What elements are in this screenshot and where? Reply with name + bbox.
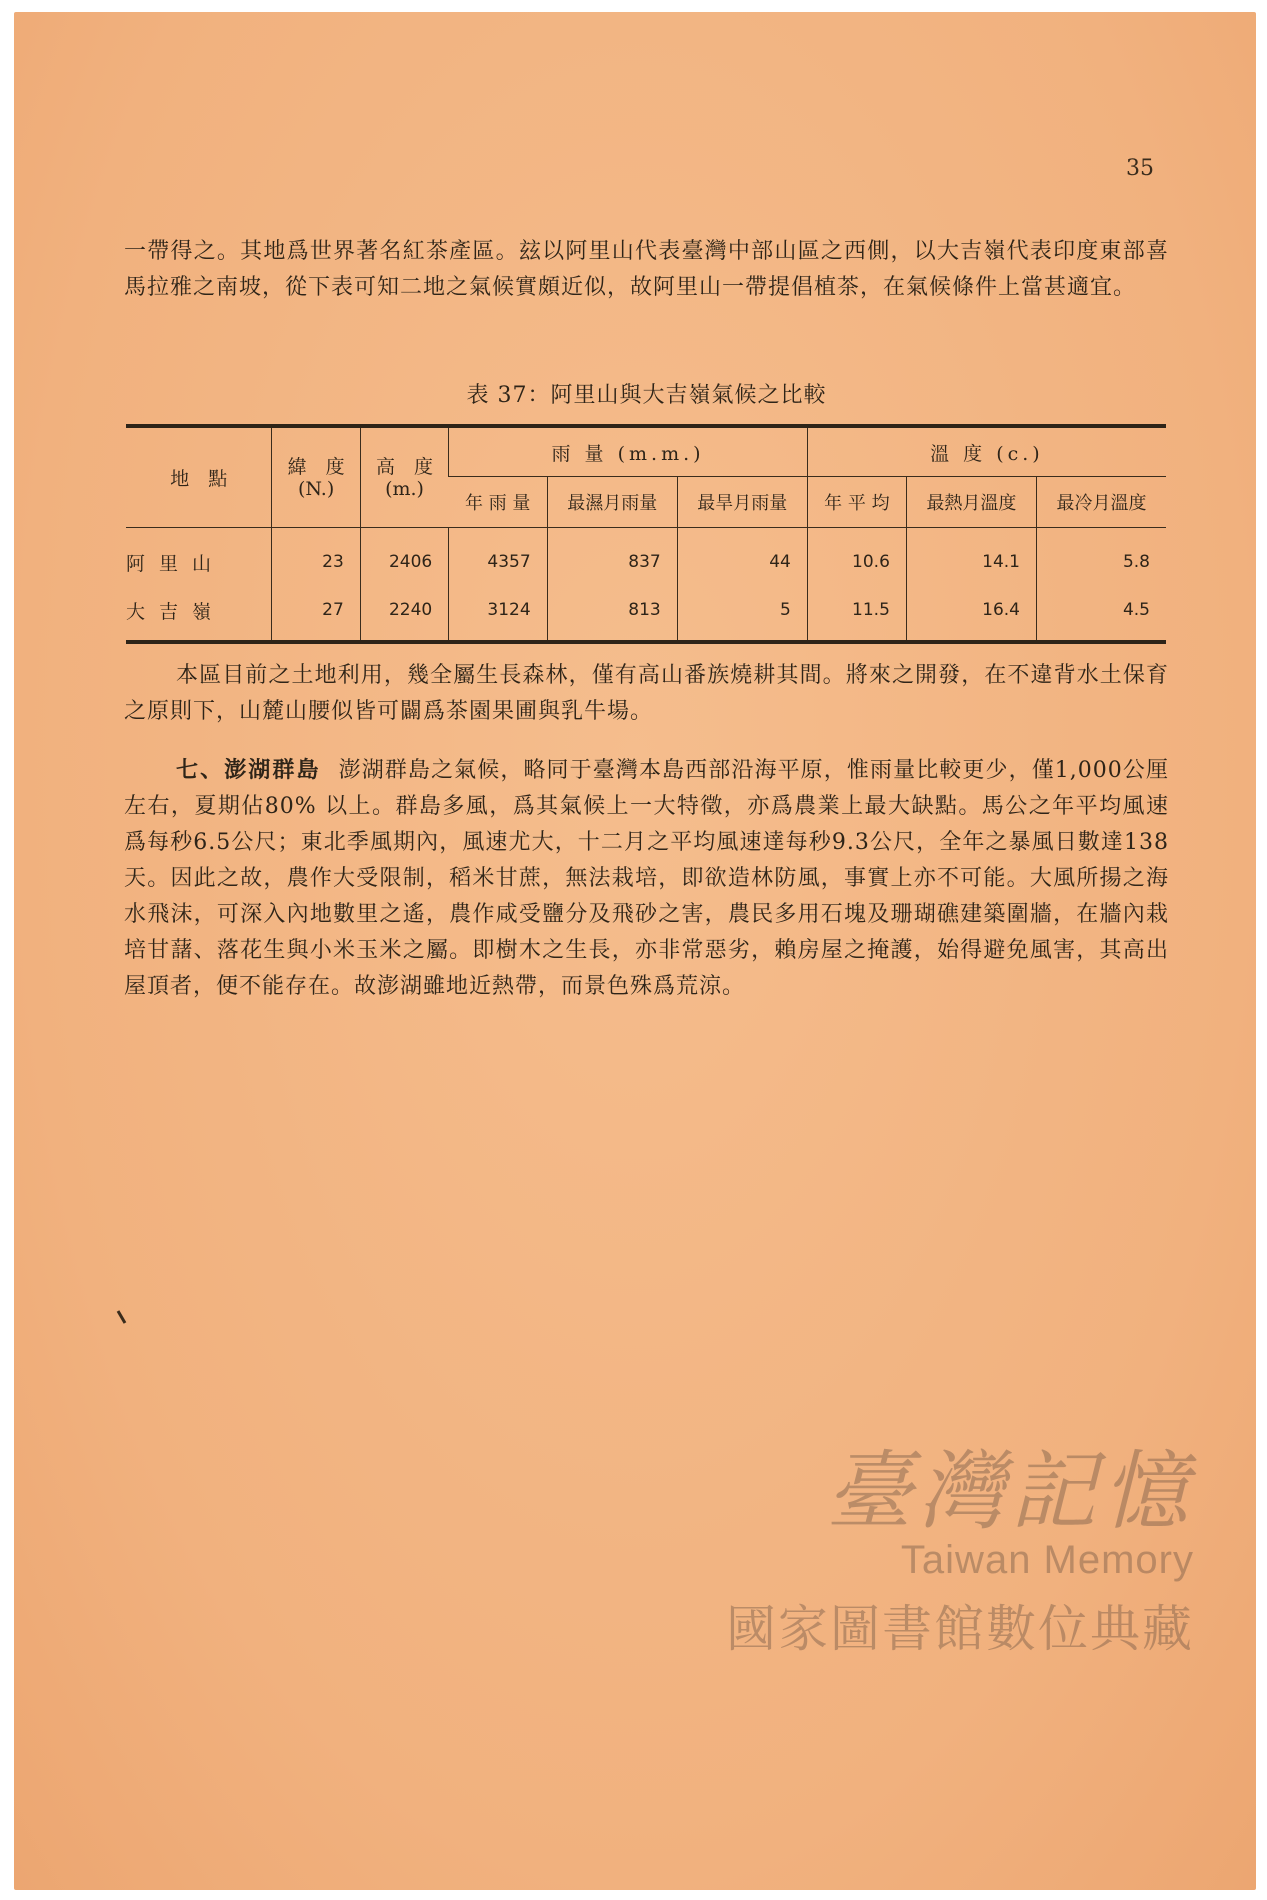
cell-annual-temp: 10.6 <box>807 528 906 587</box>
land-use-paragraph: 本區目前之土地利用，幾全屬生長森林，僅有高山番族燒耕其間。將來之開發，在不違背水土保育之原則下，山麓山腰似皆可闢爲茶園果圃與乳牛場。 <box>124 663 1169 724</box>
library-watermark <box>574 1442 1194 1762</box>
header-hottest-month: 最熱月溫度 <box>906 477 1036 528</box>
cell-annual-temp: 11.5 <box>807 586 906 642</box>
cell-annual-rain: 4357 <box>449 528 547 587</box>
header-annual-rain: 年 雨 量 <box>449 477 547 528</box>
cell-wettest-month: 813 <box>547 586 677 642</box>
cell-annual-rain: 3124 <box>449 586 547 642</box>
climate-comparison-table <box>126 424 1166 644</box>
table-row <box>126 528 1166 587</box>
header-coldest-month: 最冷月溫度 <box>1036 477 1166 528</box>
section-title: 七、澎湖群島 <box>176 757 321 783</box>
header-latitude <box>272 426 360 528</box>
watermark-cjk-title: 臺灣記憶 <box>826 1442 1194 1542</box>
header-altitude <box>360 426 448 528</box>
header-driest-month: 最旱月雨量 <box>677 477 807 528</box>
header-latitude-unit: (N.) <box>297 477 335 500</box>
cell-driest-month: 5 <box>677 586 807 642</box>
penghu-paragraph <box>124 752 1169 1005</box>
cell-altitude: 2240 <box>360 586 448 642</box>
cell-latitude: 23 <box>272 528 360 587</box>
cell-location: 阿里山 <box>126 552 226 575</box>
cell-latitude: 27 <box>272 586 360 642</box>
cell-wettest-month: 837 <box>547 528 677 587</box>
header-location: 地 點 <box>126 426 272 528</box>
cell-hottest-month: 16.4 <box>906 586 1036 642</box>
header-temperature-group: 溫 度 (c.) <box>807 426 1166 477</box>
ink-speck <box>117 1310 127 1324</box>
table-caption: 表 37：阿里山與大吉嶺氣候之比較 <box>466 383 827 408</box>
intro-paragraph: 一帶得之。其地爲世界著名紅茶產區。玆以阿里山代表臺灣中部山區之西側，以大吉嶺代表印度東部喜馬拉雅之南坡，從下表可知二地之氣候實頗近似，故阿里山一帶提倡植茶，在氣候條件上當甚適宜。 <box>124 239 1169 300</box>
header-wettest-month: 最濕月雨量 <box>547 477 677 528</box>
cell-coldest-month: 4.5 <box>1036 586 1166 642</box>
cell-hottest-month: 14.1 <box>906 528 1036 587</box>
watermark-subtitle: 國家圖書館數位典藏 <box>726 1600 1194 1658</box>
penghu-text: 澎湖群島之氣候，略同于臺灣本島西部沿海平原，惟雨量比較更少，僅1,000公厘左右，夏期佔80% 以上。群島多風，爲其氣候上一大特徵，亦爲農業上最大缺點。馬公之年平均風速爲每秒6.5公尺；東北季風期內，風速尤大，十二月之平均風速達每秒9.3公尺，全年之暴風日數達138天。因此之故，農作大受限制，稻米甘蔗，無法栽培，即欲造林防風，事實上亦不可能。大風所揚之海水飛沫，可深入內地數里之遙，農作咸受鹽分及飛砂之害，農民多用石塊及珊瑚礁建築圍牆，在牆內栽培甘藷、落花生與小米玉米之屬。即樹木之生長，亦非常惡劣，賴房屋之掩護，始得避免風害，其高出屋頂者，便不能存在。故澎湖雖地近熱帶，而景色殊爲荒涼。 <box>124 758 1169 999</box>
header-annual-temp: 年 平 均 <box>807 477 906 528</box>
cell-location: 大吉嶺 <box>126 600 226 623</box>
header-latitude-label: 緯 度 <box>287 455 345 478</box>
header-altitude-label: 高 度 <box>376 455 434 478</box>
cell-altitude: 2406 <box>360 528 448 587</box>
watermark-english: Taiwan Memory <box>900 1538 1194 1582</box>
page-number: 35 <box>1126 156 1154 181</box>
table-row <box>126 586 1166 642</box>
header-altitude-unit: (m.) <box>385 477 424 500</box>
header-rainfall-group: 雨 量 (m.m.) <box>449 426 808 477</box>
cell-driest-month: 44 <box>677 528 807 587</box>
cell-coldest-month: 5.8 <box>1036 528 1166 587</box>
document-page <box>14 12 1256 1890</box>
